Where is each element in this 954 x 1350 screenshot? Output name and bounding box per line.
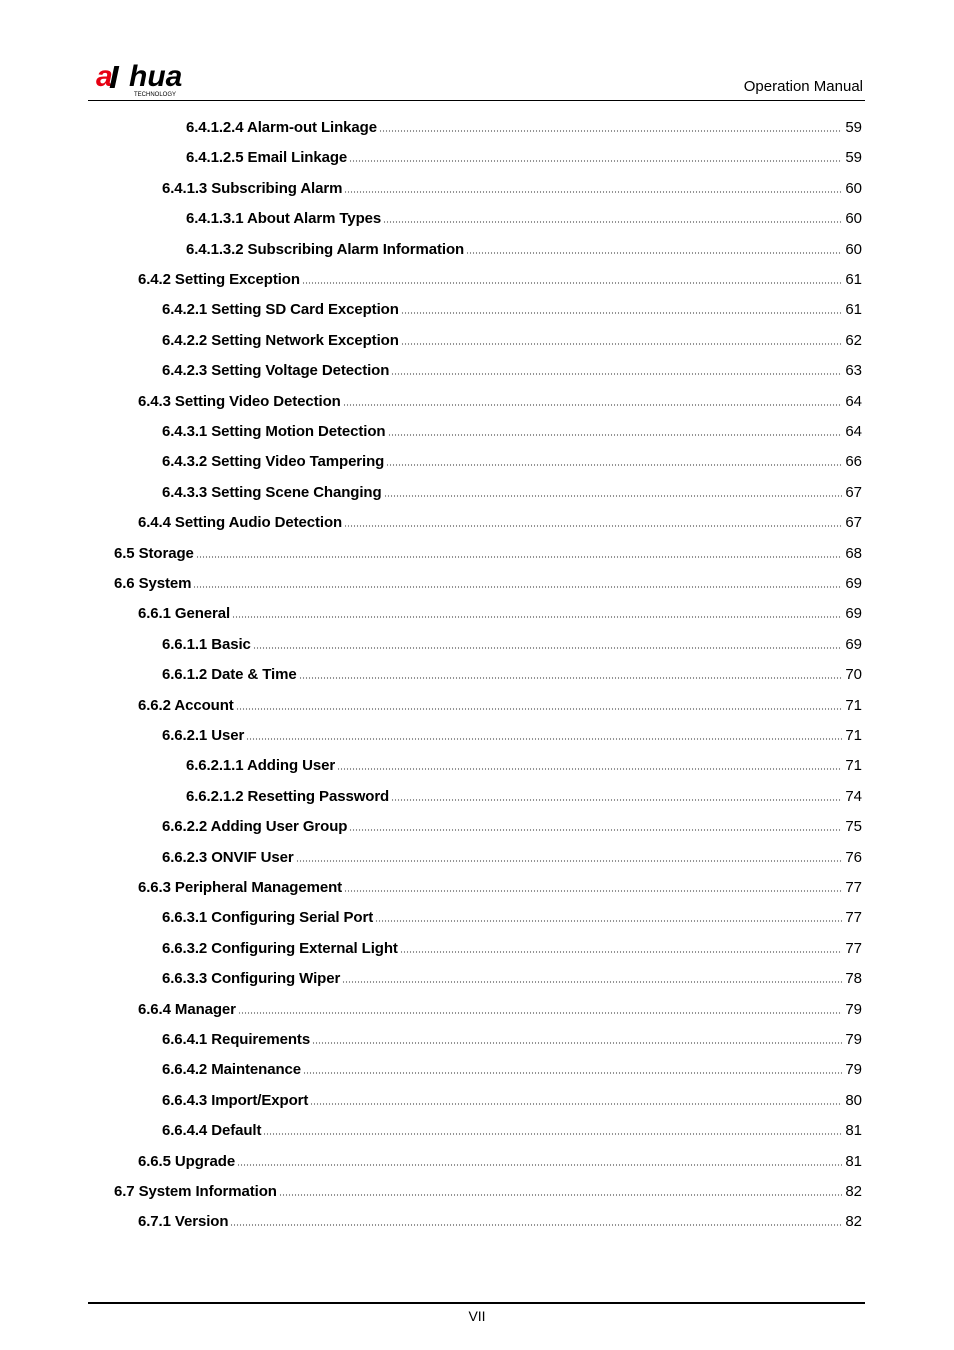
toc-entry-title: 6.6.1 General [138,605,231,623]
toc-entry-title: 6.6.2 Account [138,696,234,714]
dot-leader [401,343,843,345]
dot-leader [386,464,842,466]
footer-divider [88,1302,865,1304]
toc-entry-page: 82 [845,1213,862,1231]
dot-leader [279,1194,842,1196]
toc-entry-page: 77 [845,879,862,896]
toc-entry-page: 79 [845,1061,862,1079]
dot-leader [349,160,842,162]
dot-leader [344,890,842,892]
toc-entry-title: 6.4.3.1 Setting Motion Detection [162,423,386,440]
toc-entry[interactable] [138,1140,862,1170]
dot-leader [344,525,842,527]
toc-entry[interactable] [162,836,862,866]
toc-entry-title: 6.6.3.2 Configuring External Light [162,939,398,957]
toc-entry[interactable] [162,623,862,653]
toc-entry-title: 6.6 System [114,575,192,592]
toc-entry[interactable] [138,258,862,288]
toc-entry-title: 6.4.2.1 Setting SD Card Exception [162,301,399,319]
dot-leader [302,282,842,284]
dot-leader [238,1012,842,1014]
toc-entry-page: 80 [845,1091,862,1109]
svg-text:hua: hua [129,60,183,93]
toc-entry-page: 71 [845,727,862,744]
toc-entry-title: 6.5 Storage [114,544,194,562]
toc-entry[interactable] [138,1200,862,1230]
toc-entry-page: 70 [845,666,862,684]
toc-entry-page: 66 [845,453,862,471]
toc-entry-page: 64 [845,392,862,410]
toc-entry-page: 64 [845,423,862,440]
toc-entry[interactable] [114,562,862,592]
toc-entry-title: 6.6.1.2 Date & Time [162,666,297,684]
toc-entry[interactable] [186,197,862,227]
svg-text:a: a [96,60,113,93]
toc-entry[interactable] [162,1109,862,1139]
dot-leader [246,738,842,740]
toc-entry-title: 6.6.1.1 Basic [162,635,251,653]
toc-entry-page: 68 [845,544,862,562]
toc-entry-page: 60 [845,210,862,228]
toc-entry-page: 69 [845,605,862,623]
toc-entry[interactable] [162,319,862,349]
toc-entry-title: 6.6.2.1.2 Resetting Password [186,787,390,805]
toc-entry[interactable] [162,410,862,440]
dot-leader [383,221,842,223]
dot-leader [230,1224,842,1226]
toc-entry-page: 60 [845,179,862,197]
toc-entry[interactable] [162,1018,862,1048]
toc-entry-page: 79 [845,1000,862,1018]
toc-entry-page: 71 [845,757,862,775]
page-number: VII [468,1308,486,1324]
toc-entry[interactable] [162,1048,862,1078]
toc-entry-page: 59 [845,149,862,167]
toc-entry[interactable] [114,1170,862,1200]
toc-entry-title: 6.6.2.2 Adding User Group [162,818,348,836]
dot-leader [337,768,842,770]
toc-entry-page: 77 [845,939,862,957]
toc-entry-title: 6.4.3 Setting Video Detection [138,392,341,410]
toc-entry[interactable] [114,532,862,562]
toc-entry-page: 71 [845,696,862,714]
toc-entry-title: 6.6.4.2 Maintenance [162,1061,301,1079]
dot-leader [379,130,842,132]
dot-leader [299,677,843,679]
toc-entry-page: 61 [845,301,862,319]
toc-entry-page: 76 [845,848,862,866]
toc-entry[interactable] [162,167,862,197]
toc-entry[interactable] [162,471,862,501]
toc-entry-title: 6.6.3.3 Configuring Wiper [162,970,341,988]
dot-leader [237,1164,842,1166]
logo-tagline: TECHNOLOGY [134,92,177,98]
dot-leader [342,981,842,983]
toc-entry-page: 82 [845,1183,862,1200]
toc-entry-title: 6.4.3.3 Setting Scene Changing [162,483,382,501]
toc-entry[interactable] [162,288,862,318]
dot-leader [343,404,843,406]
page-header [88,56,865,100]
toc-entry[interactable] [162,714,862,744]
toc-entry[interactable] [186,744,862,774]
dot-leader [466,252,842,254]
toc-entry-page: 81 [845,1152,862,1170]
toc-entry[interactable] [138,501,862,531]
dot-leader [344,191,842,193]
toc-entry[interactable] [162,1079,862,1109]
toc-entry-title: 6.6.2.1.1 Adding User [186,757,336,775]
toc-entry-title: 6.7 System Information [114,1183,277,1200]
document-title: Operation Manual [743,78,863,95]
toc-entry-title: 6.4.1.2.4 Alarm-out Linkage [186,119,377,136]
dot-leader [400,951,843,953]
toc-entry-title: 6.6.3.1 Configuring Serial Port [162,909,374,927]
dot-leader [296,860,843,862]
toc-entry-page: 67 [845,514,862,532]
dot-leader [349,829,842,831]
dahua-logo [96,58,206,98]
toc-entry-title: 6.6.3 Peripheral Management [138,879,343,896]
dot-leader [384,495,843,497]
toc-entry-page: 67 [845,483,862,501]
toc-entry-page: 79 [845,1031,862,1048]
toc-entry-title: 6.4.2 Setting Exception [138,271,300,288]
toc-entry-page: 61 [845,271,862,288]
toc-entry-title: 6.6.4 Manager [138,1000,236,1018]
dot-leader [196,556,843,558]
toc-entry[interactable] [162,927,862,957]
toc-entry[interactable] [162,957,862,987]
dot-leader [303,1072,842,1074]
toc-entry-title: 6.6.4.3 Import/Export [162,1091,309,1109]
toc-entry-title: 6.4.4 Setting Audio Detection [138,514,343,532]
toc-entry-page: 69 [845,575,862,592]
toc-entry-title: 6.6.4.1 Requirements [162,1031,311,1048]
toc-entry-page: 74 [845,787,862,805]
toc-entry[interactable] [162,349,862,379]
toc-entry-page: 77 [845,909,862,927]
dot-leader [391,799,842,801]
dot-leader [388,434,843,436]
toc-entry-title: 6.4.2.2 Setting Network Exception [162,331,399,349]
toc-entry-page: 75 [845,818,862,836]
toc-entry[interactable] [162,805,862,835]
dot-leader [312,1042,842,1044]
dot-leader [263,1133,842,1135]
dot-leader [232,616,842,618]
toc-entry-page: 59 [845,119,862,136]
toc-entry[interactable] [162,653,862,683]
toc-entry-title: 6.4.3.2 Setting Video Tampering [162,453,385,471]
toc-entry[interactable] [186,136,862,166]
toc-entry-title: 6.6.2.1 User [162,727,245,744]
dot-leader [193,586,842,588]
toc-entry[interactable] [186,106,862,136]
toc-entry-page: 63 [845,362,862,380]
dot-leader [310,1103,842,1105]
toc-entry-title: 6.7.1 Version [138,1213,229,1231]
toc-entry-title: 6.6.4.4 Default [162,1122,262,1140]
dot-leader [253,647,843,649]
toc-entry-title: 6.4.1.3.1 About Alarm Types [186,210,382,228]
toc-entry-title: 6.6.2.3 ONVIF User [162,848,294,866]
toc-entry-title: 6.4.1.3.2 Subscribing Alarm Information [186,240,465,258]
toc-entry-page: 60 [845,240,862,258]
toc-entry-title: 6.4.1.3 Subscribing Alarm [162,179,343,197]
dot-leader [236,708,843,710]
dot-leader [401,312,843,314]
toc-entry-page: 78 [845,970,862,988]
toc-entry[interactable] [138,380,862,410]
toc-entry[interactable] [138,988,862,1018]
toc-entry[interactable] [162,440,862,470]
dot-leader [375,920,842,922]
toc-entry[interactable] [138,592,862,622]
toc-entry[interactable] [138,866,862,896]
toc-entry-title: 6.6.5 Upgrade [138,1152,236,1170]
toc-entry-title: 6.4.2.3 Setting Voltage Detection [162,362,390,380]
toc-entry[interactable] [138,684,862,714]
toc-entry[interactable] [186,228,862,258]
dot-leader [391,373,842,375]
toc-entry[interactable] [186,775,862,805]
toc-entry[interactable] [162,896,862,926]
header-divider [88,100,865,101]
toc-entry-page: 62 [845,331,862,349]
toc-entry-title: 6.4.1.2.5 Email Linkage [186,149,348,167]
toc-entry-page: 81 [845,1122,862,1140]
toc-entry-page: 69 [845,635,862,653]
